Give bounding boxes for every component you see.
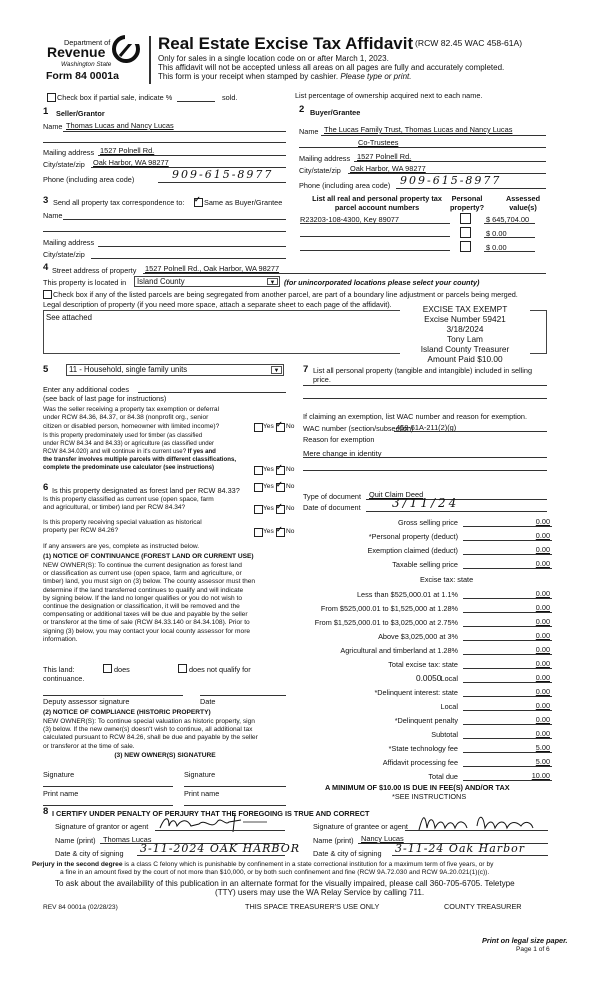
correspondence-label: Send all property tax correspondence to: <box>53 198 185 207</box>
tax-row-label: *Personal property (deduct) <box>368 532 458 541</box>
deputy-date-label: Date <box>200 697 216 706</box>
question-line: under RCW 84.36, 84.37, or 84.38 (nonprofit org., senior <box>43 414 209 422</box>
tax-row-label: Above $3,025,000 at 3% <box>378 632 458 641</box>
dept-name: Revenue <box>47 44 106 60</box>
tax-row-label: *Delinquent penalty <box>394 716 458 725</box>
assessed-value-field[interactable]: $ 0.00 <box>486 229 507 238</box>
continuance-label: continuance. <box>43 674 85 683</box>
tax-row-value[interactable]: 0.00 <box>535 545 550 554</box>
grantee-date-label: Date & city of signing <box>313 849 382 858</box>
section-6-number: 6 <box>43 482 49 493</box>
question-line: citizen or disabled person, homeowner with limited income)? <box>43 422 220 430</box>
question-line: the transfer involves multiple parcels with different classifications, <box>43 456 237 463</box>
notice-line: (3) below. If the new owner(s) doesn't wish to continue, all additional tax <box>43 726 253 734</box>
tax-row-label: Subtotal <box>431 730 458 739</box>
seller-phone-field[interactable]: 909-615-8977 <box>172 168 274 181</box>
notice-line: signing (3) below, you may contact your local county assessor for more <box>43 627 251 635</box>
check-mark-icon: ✓ <box>276 463 283 472</box>
seller-name-label: Name <box>43 122 63 131</box>
this-land-label: This land: <box>43 665 75 674</box>
tax-row-label: Total due <box>428 772 458 781</box>
question-line: Was the seller receiving a property tax exemption or deferral <box>43 406 220 413</box>
chevron-down-icon: ▼ <box>271 366 282 374</box>
certify-title: I CERTIFY UNDER PENALTY OF PERJURY THAT THE FOREGOING IS TRUE AND CORRECT <box>52 809 370 818</box>
header-line-3: This form is your receipt when stamped by cashier. Please type or print. <box>158 72 412 81</box>
street-address-label: Street address of property <box>52 266 137 275</box>
buyer-name-label: Name <box>299 127 319 136</box>
print-name-label: Print name <box>184 789 220 798</box>
tax-row-value[interactable]: 0.00 <box>535 645 550 654</box>
question-line: property per RCW 84.26? <box>43 527 119 535</box>
notice-line: NEW OWNER(S): To continue the current designation as forest land <box>43 562 242 569</box>
grantor-date-label: Date & city of signing <box>55 849 124 858</box>
tax-row-label: From $1,525,000.01 to $3,025,000 at 2.75% <box>314 618 458 627</box>
current-use-question <box>43 496 214 513</box>
correspondence-city-label: City/state/zip <box>43 250 85 259</box>
tax-row-value[interactable]: 0.00 <box>535 617 550 626</box>
tax-row-value[interactable]: 0.00 <box>535 729 550 738</box>
see-instructions: *SEE INSTRUCTIONS <box>392 792 467 801</box>
buyer-mailing-label: Mailing address <box>299 154 351 163</box>
chevron-down-icon: ▼ <box>267 278 278 285</box>
tax-row-value[interactable]: 0.00 <box>535 701 550 710</box>
alternate-format-notice-2: (TTY) users may use the WA Relay Service by calling 711. <box>215 888 425 897</box>
tax-row-value[interactable]: 0.00 <box>535 603 550 612</box>
notice-line: or transferor at the time of sale (RCW 84.33.140 or 84.34.108). Prior to <box>43 619 250 627</box>
yes-label: Yes <box>263 466 274 473</box>
tax-row-value[interactable]: 0.00 <box>535 559 550 568</box>
buyer-city-label: City/state/zip <box>299 166 341 175</box>
notice-line: or classification as current use (open space, farm and agriculture, or <box>43 570 242 578</box>
grantor-signature-label: Signature of grantor or agent <box>55 822 149 831</box>
seller-mailing-field[interactable]: 1527 Polnell Rd. <box>100 146 155 155</box>
same-as-buyer-label: Same as Buyer/Grantee <box>204 198 283 207</box>
header-line-2: This affidavit will not be accepted unless all areas on all pages are fully and accurately completed. <box>158 63 505 72</box>
legal-size-note: Print on legal size paper. <box>482 936 568 945</box>
grantee-date-field[interactable]: 3-11-24 Oak Harbor <box>395 842 525 855</box>
question-line: complete the predominate use calculator (see instructions) <box>43 464 215 471</box>
personal-property-checkbox[interactable] <box>460 213 471 224</box>
forest-yes-checkbox[interactable] <box>254 483 263 492</box>
segregated-label: Check box if any of the listed parcels are being segregated from another parcel, are part of a boundary line adjustment or parcels being merged. <box>53 290 518 299</box>
historic-question <box>43 519 202 536</box>
no-label: No <box>286 423 295 430</box>
notice-line: determine if the land transferred continues to qualify and will indicate <box>43 586 244 594</box>
buyer-phone-field[interactable]: 909-615-8977 <box>400 174 502 187</box>
yes-label: Yes <box>263 483 274 490</box>
stamp-line: Tony Lam <box>447 334 483 344</box>
seller-city-field[interactable]: Oak Harbor, WA 98277 <box>93 158 169 167</box>
timber-question <box>43 432 236 472</box>
parcel-column-header: List all real and personal property tax parcel account numbers <box>312 194 442 212</box>
ownership-note: List percentage of ownership acquired next to each name. <box>295 91 483 100</box>
assessed-value-field[interactable]: $ 0.00 <box>486 243 507 252</box>
located-in-label: This property is located in <box>43 278 127 287</box>
form-number: Form 84 0001a <box>46 70 119 82</box>
section-2-number: 2 <box>299 104 305 115</box>
check-mark-icon: ✓ <box>276 502 283 511</box>
question-line: Is this property classified as current use (open space, farm <box>43 496 214 503</box>
grantee-name-label: Name (print) <box>313 836 354 845</box>
stamp-line: Island County Treasurer <box>420 344 510 354</box>
perjury-bold: Perjury in the second degree <box>32 861 123 868</box>
notice-line: NEW OWNER(S): To continue special valuation as historic property, sign <box>43 718 255 725</box>
page-number: Page 1 of 6 <box>516 946 550 953</box>
grantor-date-field[interactable]: 3-11-2024 OAK HARBOR <box>140 842 301 855</box>
stamp-line: Amount Paid $10.00 <box>427 354 503 364</box>
tax-row-label: Taxable selling price <box>392 560 458 569</box>
reason-field[interactable]: Mere change in identity <box>303 449 382 458</box>
tax-row-label: Gross selling price <box>397 518 458 527</box>
forest-land-question: Is this property designated as forest land per RCW 84.33? <box>52 486 240 495</box>
notice-line: continue the designation or classification, it will be removed and the <box>43 603 240 611</box>
notice-line: calculated pursuant to RCW 84.26, shall be due and payable by the seller <box>43 734 258 742</box>
header-line-1: Only for sales in a single location code on or after March 1, 2023. <box>158 54 389 63</box>
alternate-format-notice: To ask about the availability of this publication in an alternate format for the visually impaired, please call 360-705-6705. Teletype <box>55 879 515 888</box>
document-date-label: Date of document <box>303 503 361 512</box>
minimum-notice: A MINIMUM OF $10.00 IS DUE IN FEE(S) AND/OR TAX <box>325 783 510 792</box>
personal-property-header: Personal property? <box>449 194 485 212</box>
question-line: Is this property predominately used for timber (as classified <box>43 432 203 439</box>
no-label: No <box>286 483 295 490</box>
wac-field[interactable]: 458-61A-211(2)(g) <box>396 423 457 432</box>
tax-row-label: Exemption claimed (deduct) <box>367 546 458 555</box>
tax-row-label: Local <box>440 674 458 683</box>
tax-row-value[interactable]: 0.00 <box>535 631 550 640</box>
seller-name-field[interactable]: Thomas Lucas and Nancy Lucas <box>66 121 174 130</box>
legal-description-label: Legal description of property (if you need more space, attach a separate sheet to each page of the affidavit). <box>43 300 392 309</box>
personal-property-checkbox[interactable] <box>460 241 471 252</box>
segregated-checkbox[interactable] <box>43 290 52 299</box>
state-name: Washington State <box>61 61 112 68</box>
no-label: No <box>286 505 295 512</box>
county-note: (for unincorporated locations please select your county) <box>284 278 480 287</box>
grantor-name-label: Name (print) <box>55 836 96 845</box>
tax-row-label: Total excise tax: state <box>388 660 458 669</box>
question-line: Is this property receiving special valuation as historical <box>43 519 202 526</box>
local-rate: 0.0050 <box>416 673 442 683</box>
tax-row-label: Local <box>440 702 458 711</box>
tax-row-value[interactable]: 10.00 <box>531 771 550 780</box>
perjury-notice <box>32 861 493 868</box>
wac-label: WAC number (section/subsection) <box>303 424 414 433</box>
notice-compliance-text <box>43 718 258 751</box>
document-date-field[interactable]: 3/11/24 <box>392 496 460 510</box>
tax-row-value[interactable]: 0.00 <box>535 687 550 696</box>
yes-label: Yes <box>263 505 274 512</box>
seller-city-label: City/state/zip <box>43 160 85 169</box>
section-8-number: 8 <box>43 806 49 817</box>
buyer-title: Buyer/Grantee <box>310 108 361 117</box>
revision-number: REV 84 0001a (02/28/23) <box>43 904 118 911</box>
notice-line: compensating or additional taxes will be due and payable by the seller <box>43 611 248 619</box>
correspondence-mailing-label: Mailing address <box>43 238 95 247</box>
tax-row-value[interactable]: 0.00 <box>535 589 550 598</box>
exemption-claim-label: If claiming an exemption, list WAC number and reason for exemption. <box>303 412 528 421</box>
check-mark-icon: ✓ <box>276 420 283 429</box>
notice-line: information. <box>43 635 78 643</box>
tax-row-value[interactable]: 5.00 <box>535 743 550 752</box>
tax-row-value[interactable]: 0.00 <box>535 715 550 724</box>
check-mark-icon: ✓ <box>194 195 201 204</box>
partial-sale-label: Check box if partial sale, indicate % <box>57 93 173 102</box>
stamp-line: Excise Number 59421 <box>424 314 506 324</box>
historic-yes-checkbox[interactable] <box>254 528 263 537</box>
notice-line: or transferor at the time of sale. <box>43 742 135 750</box>
stamp-line: EXCISE TAX EXEMPT <box>422 304 508 314</box>
county-select-value: Island County <box>137 277 185 286</box>
land-use-select-value: 11 - Household, single family units <box>69 365 188 374</box>
current-use-yes-checkbox[interactable] <box>254 505 263 514</box>
tax-row-label: Affidavit processing fee <box>382 758 458 767</box>
seller-mailing-label: Mailing address <box>43 148 95 157</box>
question-line: and agricultural, or timber) land per RCW 84.34? <box>43 504 186 512</box>
no-label: No <box>286 466 295 473</box>
buyer-mailing-field[interactable]: 1527 Polnell Rd. <box>357 152 412 161</box>
notice-continuance-text <box>43 562 255 644</box>
exemption-yes-checkbox[interactable] <box>254 423 263 432</box>
land-use-select[interactable] <box>66 364 284 376</box>
buyer-name-field[interactable]: The Lucas Family Trust, Thomas Lucas and Nancy Lucas <box>324 125 513 134</box>
does-label: does <box>114 665 130 674</box>
dept-line: Department of <box>64 38 111 47</box>
reason-label: Reason for exemption <box>303 435 375 444</box>
street-address-field[interactable]: 1527 Polnell Rd., Oak Harbor, WA 98277 <box>145 264 280 273</box>
perjury-line-2: a fine in an amount fixed by the court of not more than $10,000, or by both such confinement and fine (RCW 9A.72.030 and RCW 9A.20.021(1)(c)). <box>60 869 490 876</box>
signature-label: Signature <box>184 770 216 779</box>
check-mark-icon: ✓ <box>276 525 283 534</box>
legal-description-text: See attached <box>46 313 92 322</box>
personal-property-checkbox[interactable] <box>460 227 471 238</box>
yes-label: Yes <box>263 423 274 430</box>
buyer-phone-label: Phone (including area code) <box>299 181 391 190</box>
county-treasurer-label: COUNTY TREASURER <box>444 902 522 911</box>
notice-compliance-title: (2) NOTICE OF COMPLIANCE (HISTORIC PROPERTY) <box>43 709 211 716</box>
grantee-name-field[interactable]: Nancy Lucas <box>361 834 404 843</box>
notice-line: timber) land, you must sign on (3) below. The county assessor must then <box>43 578 256 586</box>
check-mark-icon: ✓ <box>276 480 283 489</box>
does-not-label: does not qualify for <box>189 665 251 674</box>
question-line: RCW 84.34.020) and will continue in it's current use? <box>43 448 187 455</box>
document-type-field[interactable]: Quit Claim Deed <box>369 490 424 499</box>
tax-row-label: Agricultural and timberland at 1.28% <box>340 646 458 655</box>
tax-row-label: Excise tax: state <box>420 575 474 584</box>
partial-sale-suffix: sold. <box>222 93 238 102</box>
answer-note: If any answers are yes, complete as instructed below. <box>43 543 200 550</box>
rcw-reference: (RCW 82.45 WAC 458-61A) <box>415 38 523 48</box>
stamp-line: 3/18/2024 <box>446 324 484 334</box>
section-1-number: 1 <box>43 106 49 117</box>
document-type-label: Type of document <box>303 492 362 501</box>
section-7-number: 7 <box>303 364 309 375</box>
treasurer-use-label: THIS SPACE TREASURER'S USE ONLY <box>245 902 380 911</box>
codes-note: (see back of last page for instructions) <box>43 394 167 403</box>
tax-row-value[interactable]: 0.00 <box>535 673 550 682</box>
page-title: Real Estate Excise Tax Affidavit <box>158 34 414 53</box>
section-4-number: 4 <box>43 262 49 273</box>
assessed-value-field[interactable]: $ 645,704.00 <box>486 215 530 224</box>
tax-row-label: *State technology fee <box>388 744 458 753</box>
section-3-number: 3 <box>43 195 49 206</box>
signature-label: Signature <box>43 770 75 779</box>
section-5-number: 5 <box>43 364 49 375</box>
assessed-value-header: Assessed value(s) <box>505 194 541 212</box>
tax-row-label: *Delinquent interest: state <box>374 688 458 697</box>
county-select[interactable] <box>134 276 280 287</box>
notice-line: by signing below. If the land no longer qualifies or you do not wish to <box>43 594 243 602</box>
tax-row-value[interactable]: 5.00 <box>535 757 550 766</box>
new-owner-signature-title: (3) NEW OWNER(S) SIGNATURE <box>114 752 216 759</box>
grantor-name-field[interactable]: Thomas Lucas <box>103 835 152 844</box>
deputy-signature-label: Deputy assessor signature <box>43 697 130 706</box>
timber-yes-checkbox[interactable] <box>254 466 263 475</box>
perjury-line: is a class C felony which is punishable by confinement in a state correctional institution for a maximum term of five years, or by <box>124 861 494 868</box>
tax-row-value[interactable]: 0.00 <box>535 517 550 526</box>
does-qualify-checkbox[interactable] <box>103 664 112 673</box>
parcel-number-field[interactable]: R23203-108-4300, Key 89077 <box>300 215 400 224</box>
seller-title: Seller/Grantor <box>56 109 105 118</box>
no-label: No <box>286 528 295 535</box>
notice-continuance-title: (1) NOTICE OF CONTINUANCE (FOREST LAND OR CURRENT USE) <box>43 553 254 560</box>
personal-property-label: List all personal property (tangible and intangible) included in selling price. <box>313 366 533 384</box>
does-not-qualify-checkbox[interactable] <box>178 664 187 673</box>
tax-row-label: From $525,000.01 to $1,525,000 at 1.28% <box>320 604 458 613</box>
buyer-name-field-2[interactable]: Co-Trustees <box>358 138 399 147</box>
tax-row-label: Less than $525,000.01 at 1.1% <box>356 590 458 599</box>
grantee-signature-label: Signature of grantee or agent <box>313 822 408 831</box>
question-line: under RCW 84.34 and 84.33) or agriculture (as classified under <box>43 440 215 447</box>
revenue-logo-icon <box>111 34 141 64</box>
tax-row-value[interactable]: 0.00 <box>535 659 550 668</box>
yes-label: Yes <box>263 528 274 535</box>
seller-phone-label: Phone (including area code) <box>43 175 135 184</box>
partial-sale-checkbox[interactable] <box>47 93 56 102</box>
correspondence-name-label: Name <box>43 211 63 220</box>
additional-codes-label: Enter any additional codes <box>43 385 129 394</box>
question-line: If yes and <box>187 448 216 455</box>
exemption-question <box>43 406 219 431</box>
tax-row-value[interactable]: 0.00 <box>535 531 550 540</box>
buyer-city-field[interactable]: Oak Harbor, WA 98277 <box>350 164 426 173</box>
print-name-label: Print name <box>43 789 79 798</box>
